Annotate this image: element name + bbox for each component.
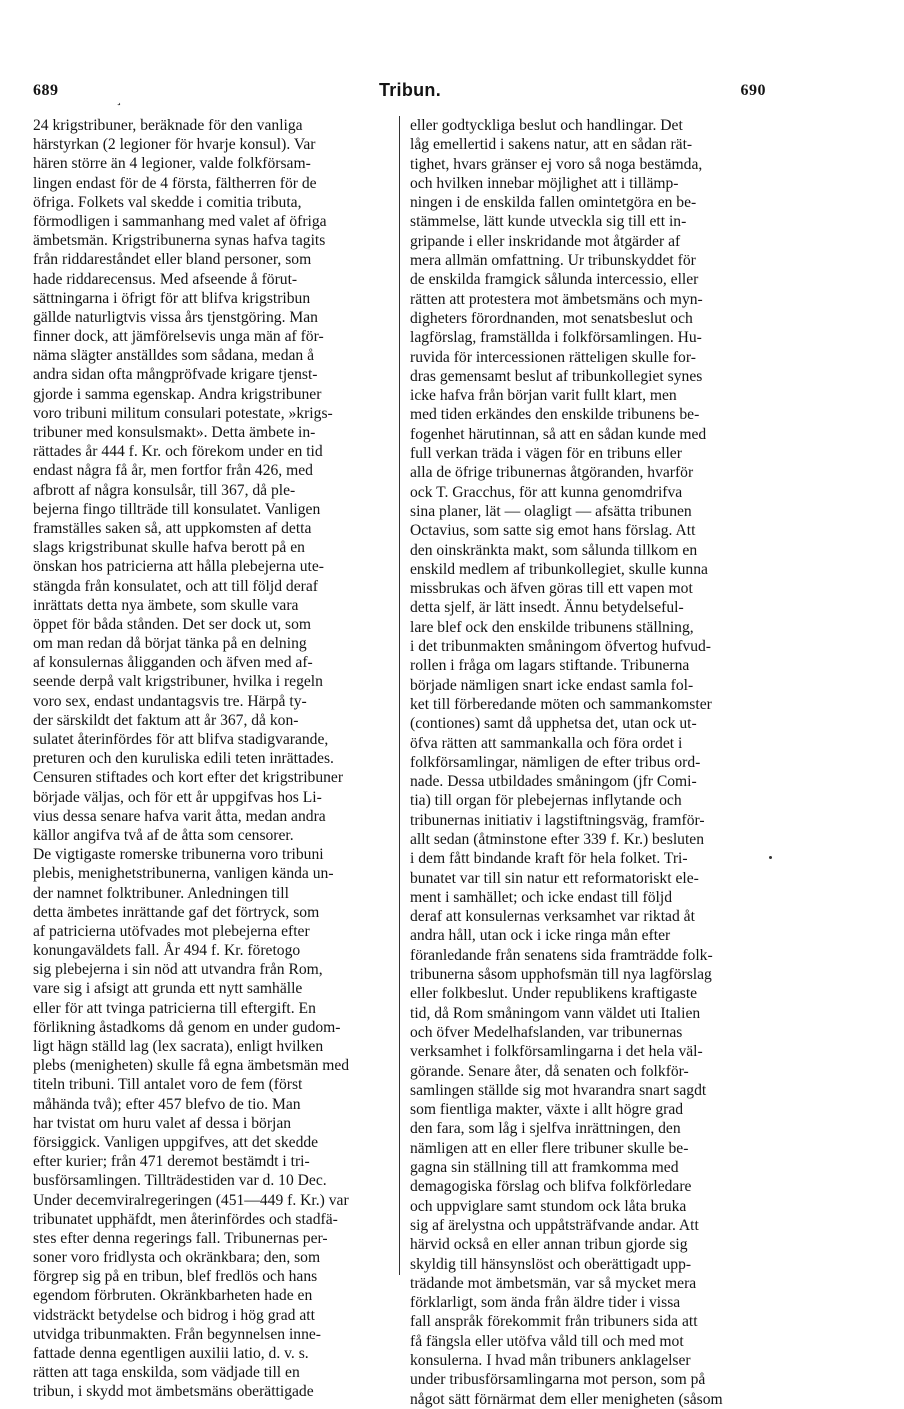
text-line: 24 krigstribuner, beräknade för den vanliga [33, 117, 303, 134]
text-line: allt sedan (åtminstone efter 339 f. Kr.) besluten [410, 830, 705, 848]
text-line: sina planer, lät — olagligt — afsätta tribunen [410, 502, 692, 520]
text-line: seende derpå valt krigstribuner, hvilka i regeln [33, 673, 323, 691]
text-line: endast några få år, men fortfor från 426, med [33, 462, 313, 480]
text-line: konsulerna. I hvad mån tribuners anklagelser [410, 1352, 691, 1369]
text-line: härvid också en eller annan tribun gjorde sig [410, 1236, 688, 1254]
text-line: ruvida för intercessionen rätteligen skulle for- [410, 348, 696, 366]
text-line: den oinskränkta makt, som sålunda tillkom en [410, 541, 698, 559]
text-line: konungaväldets fall. År 494 f. Kr. företogo [33, 942, 301, 960]
text-line: tid, då Rom småningom vann väldet uti Italien [410, 1004, 701, 1022]
text-line: detta sjelf, är lätt insedt. Ännu betydelseful- [410, 599, 684, 617]
text-line: af konsulernas åligganden och äfven med af- [33, 654, 313, 672]
text-line: skyldig till hänsynslöst och oberättigadt upp- [410, 1255, 692, 1273]
text-line: framställes saken så, att uppkomsten af detta [33, 519, 312, 537]
text-line: eller för att tvinga patricierna till eftergift. En [33, 999, 316, 1017]
text-line: öfriga. Folkets val skedde i comitia tributa, [33, 193, 302, 211]
text-line: rätten att taga enskilda, som vädjade till en [33, 1364, 300, 1382]
text-line: har tvistat om huru valet af dessa i början [33, 1114, 292, 1132]
text-line: önskan hos patricierna att hålla plebejerna ute- [33, 558, 324, 576]
text-line: gripande i eller inskridande mot åtgärder af [410, 232, 681, 250]
column-divider [399, 116, 400, 1275]
text-line: de enskilda framgick sålunda intercessio, eller [410, 271, 699, 289]
text-line: andra håll, utan ock i icke ringa mån efter [410, 927, 671, 945]
text-line: sig plebejerna i sin nöd att utvandra från Rom, [33, 961, 323, 979]
text-line: måhända två); efter 457 blefvo de tio. Man [33, 1095, 301, 1113]
text-line: källor angifva två af de åtta som censorer. [33, 826, 294, 844]
text-line: tighet, hvars gränser ej voro så noga bestämda, [410, 155, 703, 173]
text-line: busförsamlingen. Tillträdestiden var d. 10 Dec. [33, 1172, 327, 1190]
text-line: voro sex, endast undantagsvis tre. Härpå ty- [33, 692, 307, 710]
text-line: inrättats detta nya ämbete, som skulle vara [33, 596, 299, 614]
margin-dot [769, 856, 772, 859]
text-line: sig af ärelystna och uppåtsträfvande andar. Att [410, 1216, 699, 1234]
text-line: förmodligen i sammanhang med valet af öfriga [33, 212, 327, 230]
text-line: lagförslag, framställda i folkförsamlingen. Hu- [410, 329, 702, 347]
text-line: folkförsamlingar, nämligen de efter tribus ord- [410, 753, 701, 771]
text-line: görande. Senare åter, då senaten och folkför- [410, 1062, 689, 1080]
text-line: preturen och den kuruliska edili teten inrättades. [33, 750, 334, 768]
text-line: förklarligt, som ända från äldre tider i vissa [410, 1294, 681, 1312]
text-line: eller godtyckliga beslut och handlingar. Det [410, 117, 683, 134]
text-line: Under decemviralregeringen (451—449 f. Kr.) var [33, 1191, 349, 1209]
running-title: Tribun. [378, 80, 442, 100]
text-line: (contiones) samt då upphetsa det, utan ock ut- [410, 715, 697, 733]
text-line: demagogiska förslag och blifva folkförledare [410, 1178, 692, 1196]
text-line: och öfver Medelhafslanden, var tribunernas [410, 1023, 683, 1041]
text-line: hären större än 4 legioner, valde folkförsam- [33, 155, 311, 173]
text-line: och hvilken innebar möjlighet att i tillämp- [410, 174, 679, 192]
text-line: trädande mot ämbetsmän, var så mycket mera [410, 1274, 697, 1292]
text-line: vidsträckt betydelse och bidrog i hög grad att [33, 1306, 315, 1324]
text-line: vius dessa senare hafva varit åtta, medan andra [33, 807, 326, 825]
text-line: i det tribunmakten småningom öfvertog hufvud- [410, 638, 711, 656]
text-line: härstyrkan (2 legioner för hvarje konsul). Var [33, 136, 316, 154]
text-line: rätten att protestera mot ämbetsmäns och myn- [410, 290, 703, 308]
text-line: titeln tribuni. Till antalet voro de fem (först [33, 1076, 303, 1094]
text-line: bejerna fingo tillträde till konsulatet. Vanligen [33, 500, 321, 518]
text-line: digheters förordnanden, mot senatsbeslut och [410, 309, 693, 327]
text-line: lare blef ock den enskilde tribunens ställning, [410, 618, 694, 636]
text-line: fattade denna egentligen auxilii latio, d. v. s. [33, 1345, 309, 1362]
text-line: under tribusförsamlingarna mot person, som på [410, 1371, 706, 1389]
text-line: sättningarna i öfrigt för att blifva krigstribun [33, 289, 311, 307]
text-line: i dem fått bindande kraft för hela folket. Tri- [410, 850, 688, 868]
print-speck: ¸ [116, 92, 122, 106]
text-line: fogenhet härutinnan, så att en sådan kunde med [410, 425, 707, 443]
text-line: öppet för båda stånden. Det ser dock ut, som [33, 615, 312, 633]
text-line: hade riddarecensus. Med afseende å förut- [33, 270, 298, 288]
text-line: gällde naturligtvis vissa års tjenstgöring. Man [33, 308, 318, 326]
text-line: med tiden erkändes den enskilde tribunens be- [410, 406, 700, 424]
text-line: vare sig i afsigt att grunda ett nytt samhälle [33, 980, 303, 998]
text-line: andra sidan ofta mångpröfvade krigare tjenst- [33, 366, 318, 384]
text-line: nämligen att en eller flere tribuner skulle be- [410, 1139, 689, 1157]
text-line: gagna sin ställning till att framkomma med [410, 1159, 679, 1177]
text-line: icke hafva från början varit fullt klart, men [410, 387, 677, 405]
text-line: som fientliga makter, växte i allt högre grad [410, 1101, 684, 1119]
text-line: mera allmän omfattning. Ur tribunskyddet för [410, 252, 696, 270]
text-line: detta ämbetes inrättande gaf det förtryck, som [33, 903, 320, 921]
text-line: dras gemensamt beslut af tribunkollegiet synes [410, 367, 703, 385]
text-line: full verkan träda i vägen för en tribuns eller [410, 445, 682, 463]
page-number-left: 689 [33, 82, 59, 99]
text-line: verksamhet i folkförsamlingarna i det hela väl- [410, 1043, 703, 1061]
text-line: afbrott af några konsulsår, till 367, då ple- [33, 481, 296, 499]
text-line: rättades år 444 f. Kr. och förekom under en tid [33, 443, 323, 461]
text-line: bunatet var till sin natur ett reformatoriskt ele- [410, 869, 699, 887]
text-line: soner voro fridlysta och okränkbara; den, som [33, 1249, 321, 1267]
text-line: missbrukas och äfven göras till ett vapen mot [410, 580, 693, 598]
text-line: låg emellertid i sakens natur, att en sådan rät- [410, 136, 693, 154]
text-line: sulatet återinfördes för att blifva stadigvarande, [33, 731, 329, 748]
text-line: gjorde i samma egenskap. Andra krigstribuner [33, 385, 322, 403]
text-line: den fara, som låg i sjelfva inrättningen, den [410, 1120, 681, 1138]
text-line: stämmelse, lätt kunde utveckla sig till ett in- [410, 213, 687, 231]
text-line: ningen i de enskilda fallen omintetgöra en be- [410, 194, 697, 212]
text-line: ligt hägn ställd lag (lex sacrata), enligt hvilken [33, 1038, 324, 1055]
text-line: De vigtigaste romerske tribunerna voro tribuni [33, 846, 324, 864]
text-line: samlingen ställde sig mot hvarandra snart sagdt [410, 1081, 707, 1099]
text-line: egendom förbruten. Okränkbarheten hade en [33, 1287, 313, 1305]
text-line: Censuren stiftades och kort efter det krigstribuner [33, 769, 344, 787]
text-line: förgrep sig på en tribun, blef fredlös och hans [33, 1268, 318, 1286]
text-line: Octavius, som satte sig emot hans förslag. Att [410, 522, 696, 540]
text-line: slags krigstribunat skulle hafva berott på en [33, 539, 305, 557]
text-line: lingen endast för de 4 första, fältherren för de [33, 174, 317, 192]
text-line: deraf att konsulernas verksamhet var riktad åt [410, 908, 695, 926]
page-header [0, 78, 904, 108]
text-line: näma slägter anställdes som sådana, medan å [33, 347, 315, 365]
text-line: började väljas, och för ett år uppgifvas hos Li- [33, 788, 322, 806]
text-line: rollen i fråga om lagars stiftande. Tribunerna [410, 657, 690, 675]
text-line: plebs (menigheten) skulle få egna ämbetsmän med [33, 1057, 350, 1075]
text-line: något sätt förnärmat dem eller menigheten (såsom [410, 1390, 723, 1408]
text-line: öfva rätten att sammankalla och föra ordet i [410, 734, 683, 752]
text-line: ket till förberedande möten och sammankomster [410, 695, 712, 713]
text-line: finner dock, att jämförelsevis unga män af för- [33, 328, 324, 346]
text-line: der särskildt det faktum att år 367, då kon- [33, 711, 299, 729]
text-line: eller folkbeslut. Under republikens kraftigaste [410, 985, 698, 1003]
text-line: alla de öfrige tribunernas åtgöranden, hvarför [410, 464, 694, 482]
text-line: tribunerna såsom upphofsmän till nya lagförslag [410, 966, 712, 984]
text-line: föranledande från senatens sida framträdde folk- [410, 946, 713, 964]
text-line: tribunernas initiativ i lagstiftningsväg, framför- [410, 811, 705, 829]
text-line: tribuner med konsulsmakt». Detta ämbete in- [33, 424, 316, 441]
text-line: nade. Dessa utbildades småningom (jfr Comi- [410, 773, 697, 791]
text-line: plebis, menighetstribunerna, vanligen kända un- [33, 865, 334, 883]
text-line: stängda från konsulatet, och att till följd deraf [33, 577, 318, 595]
text-line: tribunatet upphäfdt, men återinfördes och stadfä- [33, 1210, 338, 1228]
text-line: ock T. Gracchus, för att kunna genomdrifva [410, 483, 683, 501]
text-line: tia) till organ för plebejernas inflytande och [410, 792, 682, 810]
right-column [410, 116, 764, 1409]
text-line: från riddareståndet eller bland personer, som [33, 251, 312, 269]
text-line: försiggick. Vanligen uppgifves, att det skedde [33, 1133, 319, 1151]
text-line: ment i samhället; och icke endast till följd [410, 888, 672, 906]
text-line: stes efter denna regerings fall. Tribunernas per- [33, 1229, 328, 1247]
page-number-right: 690 [740, 82, 766, 99]
text-line: tribun, i skydd mot ämbetsmäns oberättigade [33, 1383, 314, 1401]
text-line: om man redan då börjat tänka på en delning [33, 635, 307, 653]
text-line: förlikning åstadkoms då genom en under gudom- [33, 1018, 341, 1036]
text-line: började nämligen snart icke endast samla fol- [410, 676, 694, 694]
left-column [33, 116, 387, 1402]
text-line: efter kurier; från 471 deremot bestämdt i tri- [33, 1153, 310, 1171]
text-line: ämbetsmän. Krigstribunerna synas hafva tagits [33, 232, 326, 250]
text-line: enskild medlem af tribunkollegiet, skulle kunna [410, 560, 708, 578]
text-line: af patricierna utöfvades mot plebejerna efter [33, 922, 310, 940]
text-line: voro tribuni militum consulari potestate, »krigs- [33, 404, 333, 422]
text-line: der namnet folktribuner. Anledningen till [33, 884, 289, 902]
text-line: utvidga tribunmakten. Från begynnelsen inne- [33, 1325, 321, 1343]
text-line: fall anspråk förekommit från tribuners sida att [410, 1313, 698, 1331]
text-line: och uppviglare samt stundom ock låta bruka [410, 1197, 687, 1215]
text-line: få fängsla eller utöfva våld till och med mot [410, 1332, 684, 1350]
